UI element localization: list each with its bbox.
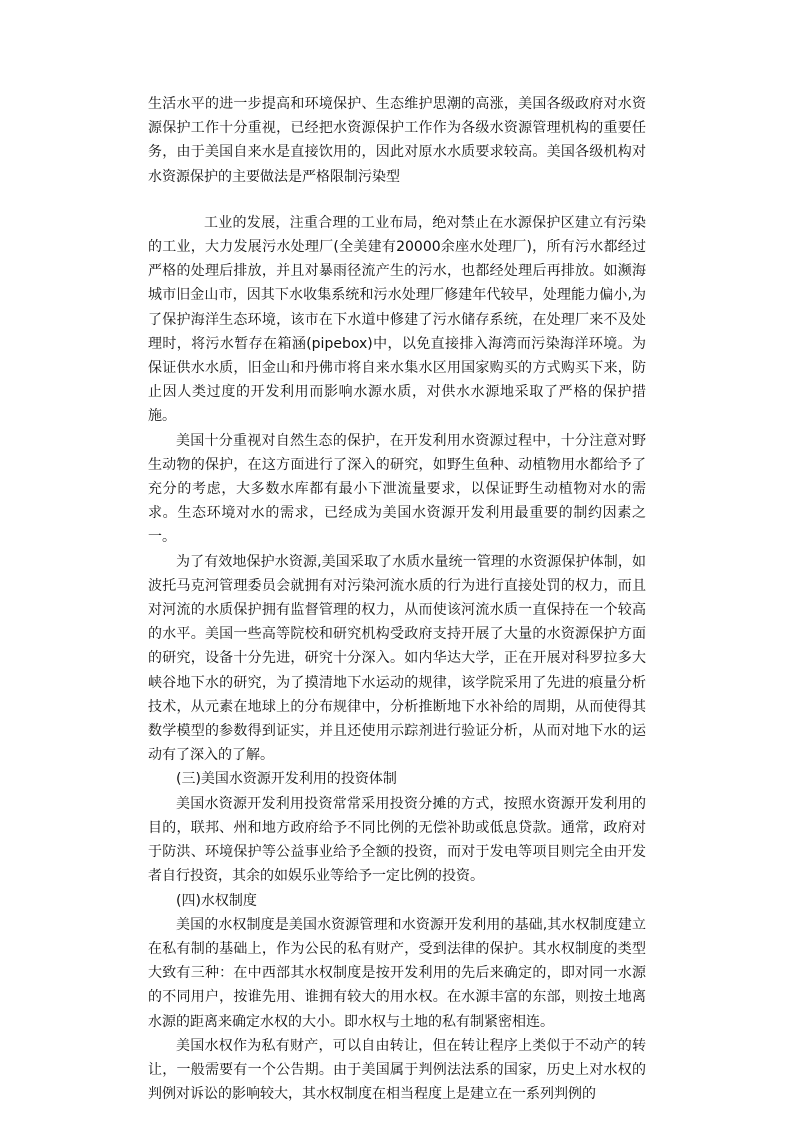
paragraph-gap xyxy=(148,189,646,211)
paragraph-intro: 生活水平的进一步提高和环境保护、生态维护思潮的高涨，美国各级政府对水资源保护工作十分重视，已经把水资源保护工作作为各级水资源管理机构的重要任务，由于美国自来水是直接饮用的，因此对原水水质要求较高。美国各级机构对水资源保护的主要做法是严格限制污染型 xyxy=(148,96,646,185)
paragraph-industry: 工业的发展，注重合理的工业布局，绝对禁止在水源保护区建立有污染的工业，大力发展污水处理厂(全美建有20000余座水处理厂)，所有污水都经过严格的处理后排放，并且对暴雨径流产生的污水，也都经处理后再排放。如濒海城市旧金山市，因其下水收集系统和污水处理厂修建年代较早，处理能力偏小,为了保护海洋生态环境，该市在下水道中修建了污水储存系统，在处理厂来不及处理时，将污水暂存在箱涵(pipebox)中，以免直接排入海湾而污染海洋环境。为保证供水水质，旧金山和丹佛市将自来水集水区用国家购买的方式购买下来，防止因人类过度的开发利用而影响水源水质，对供水水源地采取了严格的保护措施。 xyxy=(148,214,646,425)
paragraph-protection-system: 为了有效地保护水资源,美国采取了水质水量统一管理的水资源保护体制，如波托马克河管理委员会就拥有对污染河流水质的行为进行直接处罚的权力，而且对河流的水质保护拥有监督管理的权力，从而使该河流水质一直保持在一个较高的水平。美国一些高等院校和研究机构受政府支持开展了大量的水资源保护方面的研究，设备十分先进，研究十分深入。如内华达大学，正在开展对科罗拉多大峡谷地下水的研究，为了摸清地下水运动的规律，该学院采用了先进的痕量分析技术，从元素在地球上的分布规律中，分析推断地下水补给的周期，从而使得其数学模型的参数得到证实，并且还使用示踪剂进行验证分析，从而对地下水的运动有了深入的了解。 xyxy=(148,553,646,764)
paragraph-investment: 美国水资源开发利用投资常常采用投资分摊的方式，按照水资源开发利用的目的，联邦、州和地方政府给予不同比例的无偿补助或低息贷款。通常，政府对于防洪、环境保护等公益事业给予全额的投资，而对于发电等项目则完全由开发者自行投资，其余的如娱乐业等给予一定比例的投资。 xyxy=(148,795,646,885)
section-heading-water-rights: (四)水权制度 xyxy=(176,892,257,909)
paragraph-water-rights-transfer: 美国水权作为私有财产，可以自由转让，但在转让程序上类似于不动产的转让，一般需要有一个公告期。由于美国属于判例法法系的国家，历史上对水权的判例对诉讼的影响较大，其水权制度在相当程度上是建立在一系列判例的 xyxy=(148,1037,646,1103)
document-page xyxy=(148,92,646,1106)
paragraph-ecology: 美国十分重视对自然生态的保护，在开发利用水资源过程中，十分注意对野生动物的保护，在这方面进行了深入的研究，如野生鱼种、动植物用水都给予了充分的考虑，大多数水库都有最小下泄流量要求，以保证野生动植物对水的需求。生态环境对水的需求，已经成为美国水资源开发利用最重要的制约因素之一。 xyxy=(148,432,646,546)
section-heading-investment: (三)美国水资源开发利用的投资体制 xyxy=(176,771,397,788)
paragraph-water-rights: 美国的水权制度是美国水资源管理和水资源开发利用的基础,其水权制度建立在私有制的基础上，作为公民的私有财产，受到法律的保护。其水权制度的类型大致有三种：在中西部其水权制度是按开发利用的先后来确定的，即对同一水源的不同用户，按谁先用、谁拥有较大的用水权。在水源丰富的东部，则按土地离水源的距离来确定水权的大小。即水权与土地的私有制紧密相连。 xyxy=(148,916,646,1030)
